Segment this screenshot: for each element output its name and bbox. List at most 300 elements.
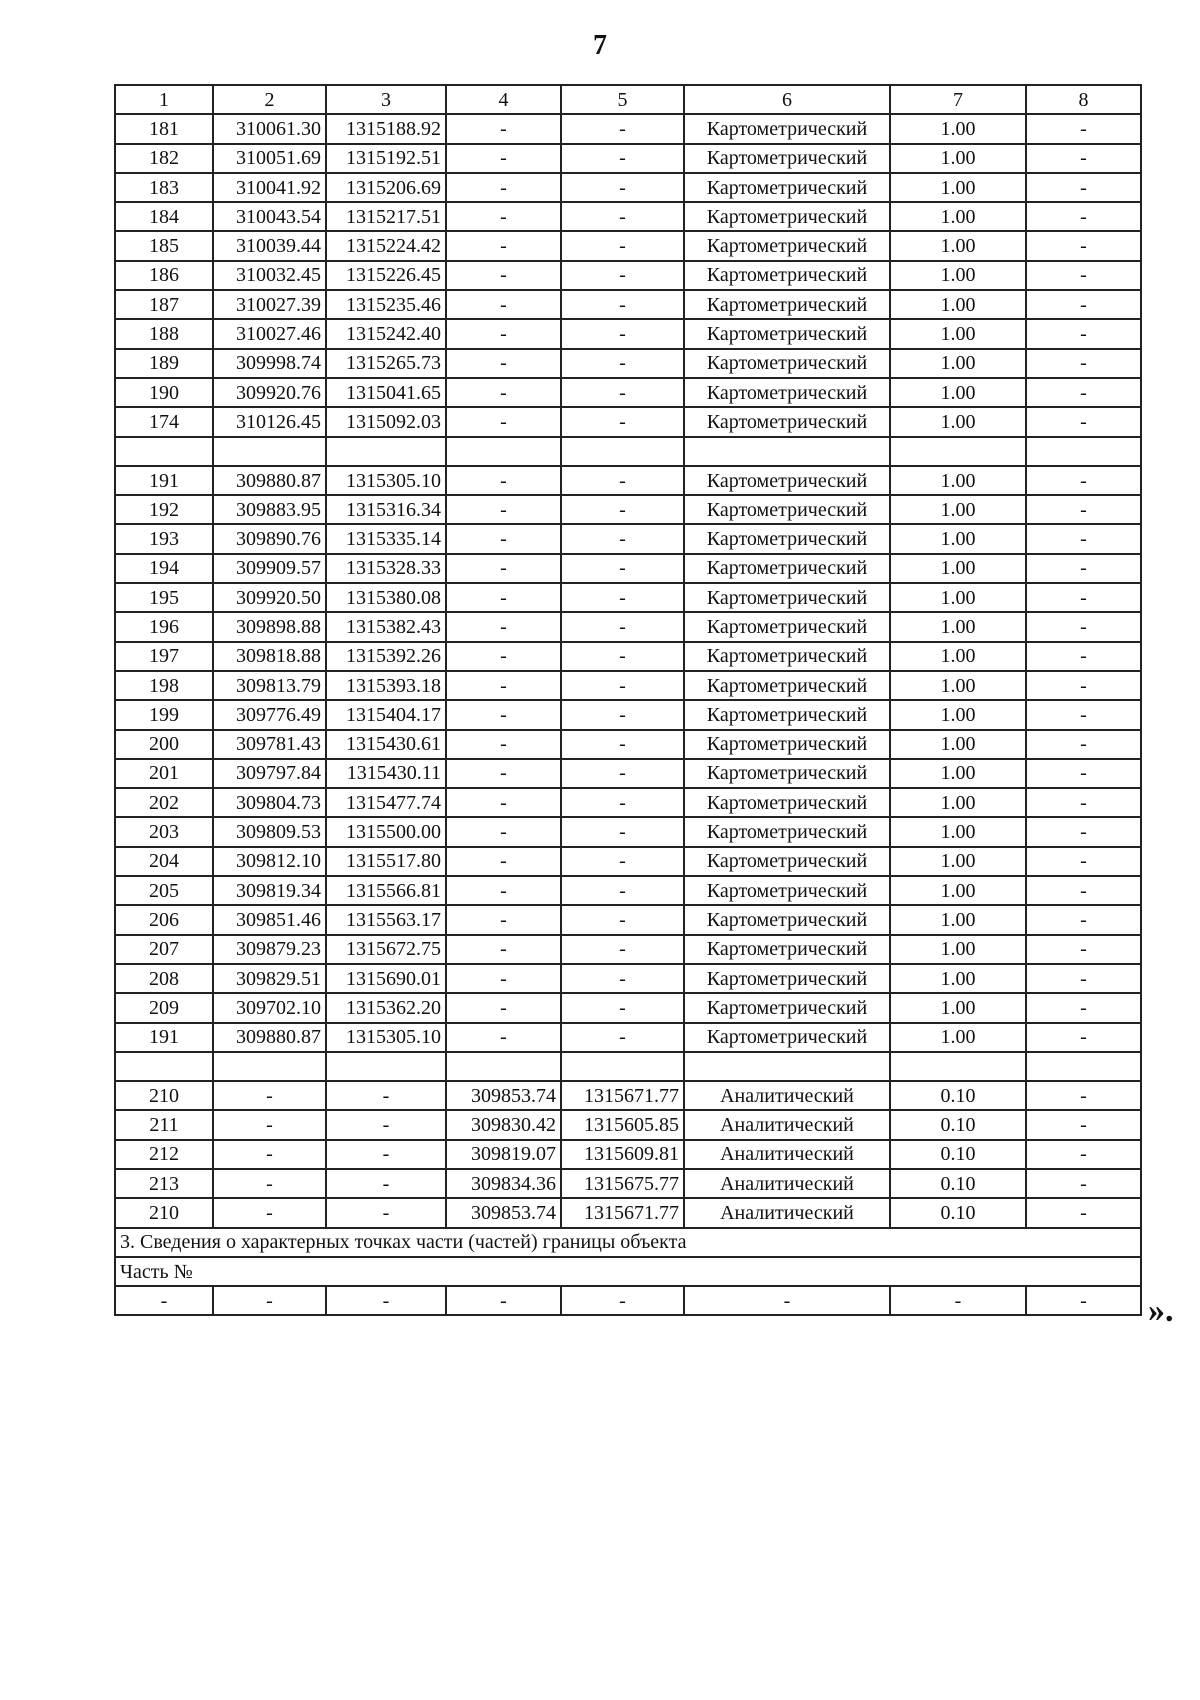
- table-cell: -: [213, 1140, 326, 1169]
- table-cell: 193: [115, 524, 213, 553]
- table-cell: 310039.44: [213, 231, 326, 260]
- table-cell: -: [561, 114, 684, 143]
- table-cell: -: [1026, 495, 1141, 524]
- table-cell: -: [446, 1286, 561, 1315]
- table-row: [115, 144, 1141, 173]
- table-cell: 1315235.46: [326, 290, 446, 319]
- table-cell: -: [213, 1169, 326, 1198]
- table-cell: 310061.30: [213, 114, 326, 143]
- table-cell: -: [1026, 612, 1141, 641]
- table-cell: -: [326, 1081, 446, 1110]
- table-cell: [115, 437, 213, 466]
- table-row: [115, 1169, 1141, 1198]
- table-cell: 1315335.14: [326, 524, 446, 553]
- column-number-cell: 5: [561, 85, 684, 114]
- table-row: [115, 788, 1141, 817]
- table-cell: 211: [115, 1110, 213, 1139]
- table-cell: -: [446, 524, 561, 553]
- table-cell: -: [446, 261, 561, 290]
- table-cell: 1.00: [890, 642, 1026, 671]
- table-cell: 212: [115, 1140, 213, 1169]
- table-cell: -: [1026, 876, 1141, 905]
- table-cell: [684, 1052, 890, 1081]
- table-cell: -: [1026, 202, 1141, 231]
- table-cell: -: [446, 407, 561, 436]
- table-cell: [326, 437, 446, 466]
- table-cell: Картометрический: [684, 817, 890, 846]
- table-cell: -: [561, 495, 684, 524]
- table-row: [115, 349, 1141, 378]
- table-cell: 309898.88: [213, 612, 326, 641]
- table-cell: -: [1026, 554, 1141, 583]
- table-row: [115, 1023, 1141, 1052]
- table-cell: -: [446, 759, 561, 788]
- table-cell: 1.00: [890, 144, 1026, 173]
- table-cell: 1.00: [890, 349, 1026, 378]
- table-cell: Картометрический: [684, 700, 890, 729]
- table-cell: -: [561, 993, 684, 1022]
- table-row: [115, 993, 1141, 1022]
- table-cell: 1315305.10: [326, 466, 446, 495]
- table-cell: 1315265.73: [326, 349, 446, 378]
- table-cell: -: [1026, 319, 1141, 348]
- table-cell: -: [561, 349, 684, 378]
- table-cell: -: [561, 905, 684, 934]
- table-cell: 1.00: [890, 1023, 1026, 1052]
- table-cell: 1.00: [890, 202, 1026, 231]
- table-cell: Картометрический: [684, 290, 890, 319]
- table-cell: 191: [115, 1023, 213, 1052]
- table-cell: -: [446, 144, 561, 173]
- table-cell: 1.00: [890, 524, 1026, 553]
- table-cell: Картометрический: [684, 642, 890, 671]
- table-cell: -: [446, 378, 561, 407]
- table-row: [115, 1110, 1141, 1139]
- part-label: Часть №: [115, 1257, 1141, 1286]
- table-cell: 1.00: [890, 847, 1026, 876]
- table-cell: Картометрический: [684, 905, 890, 934]
- table-cell: -: [446, 642, 561, 671]
- table-cell: 210: [115, 1198, 213, 1227]
- table-cell: -: [1026, 964, 1141, 993]
- table-cell: -: [561, 524, 684, 553]
- table-cell: 1315671.77: [561, 1081, 684, 1110]
- table-cell: 0.10: [890, 1198, 1026, 1227]
- table-cell: 192: [115, 495, 213, 524]
- table-cell: -: [1026, 1081, 1141, 1110]
- table-cell: [213, 1052, 326, 1081]
- table-cell: 1315224.42: [326, 231, 446, 260]
- table-cell: 1.00: [890, 466, 1026, 495]
- column-number-cell: 7: [890, 85, 1026, 114]
- table-cell: -: [561, 466, 684, 495]
- table-cell: 1315362.20: [326, 993, 446, 1022]
- table-cell: -: [1026, 466, 1141, 495]
- table-cell: -: [1026, 1286, 1141, 1315]
- column-number-cell: 1: [115, 85, 213, 114]
- section-title: 3. Сведения о характерных точках части (частей) границы объекта: [115, 1228, 1141, 1257]
- table-cell: -: [1026, 173, 1141, 202]
- table-cell: -: [561, 261, 684, 290]
- table-cell: [890, 1052, 1026, 1081]
- table-cell: -: [561, 964, 684, 993]
- table-cell: 309813.79: [213, 671, 326, 700]
- table-cell: -: [561, 144, 684, 173]
- table-cell: 1.00: [890, 290, 1026, 319]
- table-cell: 309920.76: [213, 378, 326, 407]
- table-row: [115, 378, 1141, 407]
- table-cell: 195: [115, 583, 213, 612]
- table-cell: -: [561, 817, 684, 846]
- table-cell: 209: [115, 993, 213, 1022]
- table-cell: 1315188.92: [326, 114, 446, 143]
- table-cell: Картометрический: [684, 964, 890, 993]
- table-row: [115, 612, 1141, 641]
- table-cell: Картометрический: [684, 173, 890, 202]
- table-cell: -: [326, 1286, 446, 1315]
- table-cell: Картометрический: [684, 114, 890, 143]
- table-cell: 309819.07: [446, 1140, 561, 1169]
- table-cell: -: [213, 1198, 326, 1227]
- table-cell: 1315566.81: [326, 876, 446, 905]
- table-cell: Картометрический: [684, 202, 890, 231]
- table-cell: Картометрический: [684, 349, 890, 378]
- table-cell: -: [446, 993, 561, 1022]
- table-cell: -: [1026, 671, 1141, 700]
- table-cell: -: [1026, 114, 1141, 143]
- table-cell: -: [1026, 261, 1141, 290]
- table-cell: 309851.46: [213, 905, 326, 934]
- table-row: [115, 671, 1141, 700]
- table-cell: Картометрический: [684, 612, 890, 641]
- table-cell: 309880.87: [213, 1023, 326, 1052]
- boundary-points-table: [114, 84, 1142, 1316]
- table-cell: -: [446, 319, 561, 348]
- table-cell: Картометрический: [684, 231, 890, 260]
- table-cell: -: [446, 935, 561, 964]
- table-cell: 1.00: [890, 993, 1026, 1022]
- table-cell: 198: [115, 671, 213, 700]
- table-cell: 197: [115, 642, 213, 671]
- table-cell: -: [561, 847, 684, 876]
- table-cell: 309883.95: [213, 495, 326, 524]
- table-cell: 0.10: [890, 1110, 1026, 1139]
- table-row: [115, 1052, 1141, 1081]
- table-cell: 202: [115, 788, 213, 817]
- table-cell: Картометрический: [684, 730, 890, 759]
- table-cell: 1315404.17: [326, 700, 446, 729]
- table-cell: 1315393.18: [326, 671, 446, 700]
- table-cell: -: [1026, 700, 1141, 729]
- table-cell: Картометрический: [684, 466, 890, 495]
- table-cell: 201: [115, 759, 213, 788]
- table-cell: 0.10: [890, 1169, 1026, 1198]
- table-cell: -: [1026, 1140, 1141, 1169]
- table-cell: -: [326, 1110, 446, 1139]
- table-cell: 1315430.61: [326, 730, 446, 759]
- table-cell: 310043.54: [213, 202, 326, 231]
- table-row: [115, 700, 1141, 729]
- column-number-cell: 6: [684, 85, 890, 114]
- table-cell: 309879.23: [213, 935, 326, 964]
- table-cell: 310126.45: [213, 407, 326, 436]
- table-cell: Картометрический: [684, 788, 890, 817]
- table-cell: 1315500.00: [326, 817, 446, 846]
- table-row: [115, 466, 1141, 495]
- table-cell: 1.00: [890, 231, 1026, 260]
- table-row: [115, 1081, 1141, 1110]
- part-label-row: [115, 1257, 1141, 1286]
- table-cell: -: [561, 759, 684, 788]
- table-row: [115, 495, 1141, 524]
- table-cell: -: [213, 1286, 326, 1315]
- table-cell: 183: [115, 173, 213, 202]
- table-cell: -: [1026, 583, 1141, 612]
- table-cell: Аналитический: [684, 1110, 890, 1139]
- table-cell: 309890.76: [213, 524, 326, 553]
- closing-quote-mark: ».: [1148, 1292, 1174, 1329]
- table-cell: 309819.34: [213, 876, 326, 905]
- table-row: [115, 964, 1141, 993]
- table-cell: 1.00: [890, 759, 1026, 788]
- part-points-row: [115, 1286, 1141, 1315]
- table-cell: 1.00: [890, 817, 1026, 846]
- table-cell: 199: [115, 700, 213, 729]
- table-cell: 206: [115, 905, 213, 934]
- table-cell: Аналитический: [684, 1198, 890, 1227]
- table-cell: 1315609.81: [561, 1140, 684, 1169]
- table-cell: 309909.57: [213, 554, 326, 583]
- table-cell: -: [446, 583, 561, 612]
- table-cell: 1315563.17: [326, 905, 446, 934]
- table-cell: [1026, 437, 1141, 466]
- column-number-cell: 8: [1026, 85, 1141, 114]
- table-cell: 309809.53: [213, 817, 326, 846]
- table-cell: 1.00: [890, 378, 1026, 407]
- column-number-cell: 4: [446, 85, 561, 114]
- table-cell: -: [115, 1286, 213, 1315]
- table-cell: -: [1026, 378, 1141, 407]
- table-cell: -: [561, 173, 684, 202]
- table-cell: 1.00: [890, 173, 1026, 202]
- table-cell: 181: [115, 114, 213, 143]
- table-cell: 1315226.45: [326, 261, 446, 290]
- table-cell: 1315675.77: [561, 1169, 684, 1198]
- table-cell: -: [446, 612, 561, 641]
- table-cell: 213: [115, 1169, 213, 1198]
- table-cell: -: [326, 1140, 446, 1169]
- table-cell: -: [561, 583, 684, 612]
- table-row: [115, 524, 1141, 553]
- table-cell: -: [561, 730, 684, 759]
- table-cell: 1.00: [890, 964, 1026, 993]
- table-cell: 309804.73: [213, 788, 326, 817]
- table-cell: -: [446, 231, 561, 260]
- table-cell: 188: [115, 319, 213, 348]
- table-cell: 309998.74: [213, 349, 326, 378]
- table-cell: -: [561, 700, 684, 729]
- table-cell: -: [561, 876, 684, 905]
- table-cell: -: [1026, 905, 1141, 934]
- table-cell: 186: [115, 261, 213, 290]
- table-cell: 309812.10: [213, 847, 326, 876]
- table-cell: -: [326, 1169, 446, 1198]
- table-cell: -: [561, 407, 684, 436]
- table-cell: 310027.46: [213, 319, 326, 348]
- page-number: 7: [593, 30, 607, 61]
- table-cell: -: [561, 202, 684, 231]
- table-row: [115, 437, 1141, 466]
- table-cell: 207: [115, 935, 213, 964]
- table-cell: 200: [115, 730, 213, 759]
- table-cell: 1.00: [890, 495, 1026, 524]
- table-cell: -: [446, 466, 561, 495]
- table-cell: 1315382.43: [326, 612, 446, 641]
- table-cell: -: [446, 495, 561, 524]
- table-row: [115, 935, 1141, 964]
- table-cell: [1026, 1052, 1141, 1081]
- table-cell: 309776.49: [213, 700, 326, 729]
- column-number-cell: 2: [213, 85, 326, 114]
- table-cell: 187: [115, 290, 213, 319]
- table-cell: -: [561, 935, 684, 964]
- table-cell: [115, 1052, 213, 1081]
- table-cell: -: [446, 817, 561, 846]
- table-cell: -: [1026, 524, 1141, 553]
- table-cell: 1.00: [890, 554, 1026, 583]
- table-cell: [684, 437, 890, 466]
- table-cell: -: [1026, 144, 1141, 173]
- table-cell: -: [561, 788, 684, 817]
- table-cell: 1315328.33: [326, 554, 446, 583]
- table-row: [115, 1140, 1141, 1169]
- table-cell: -: [684, 1286, 890, 1315]
- table-cell: -: [1026, 1198, 1141, 1227]
- table-cell: Аналитический: [684, 1081, 890, 1110]
- table-row: [115, 817, 1141, 846]
- table-row: [115, 554, 1141, 583]
- table-cell: 185: [115, 231, 213, 260]
- table-cell: 309853.74: [446, 1081, 561, 1110]
- table-cell: [446, 1052, 561, 1081]
- table-cell: Картометрический: [684, 524, 890, 553]
- table-cell: -: [1026, 993, 1141, 1022]
- table-cell: -: [1026, 642, 1141, 671]
- table-cell: 1315217.51: [326, 202, 446, 231]
- table-cell: 0.10: [890, 1140, 1026, 1169]
- table-cell: -: [561, 1023, 684, 1052]
- table-cell: 1315517.80: [326, 847, 446, 876]
- table-cell: 1.00: [890, 730, 1026, 759]
- table-cell: -: [446, 202, 561, 231]
- table-cell: -: [561, 319, 684, 348]
- table-cell: 309880.87: [213, 466, 326, 495]
- table-cell: 1315690.01: [326, 964, 446, 993]
- table-cell: 310027.39: [213, 290, 326, 319]
- table-cell: -: [326, 1198, 446, 1227]
- table-cell: 1315242.40: [326, 319, 446, 348]
- table-cell: -: [446, 554, 561, 583]
- table-cell: 1315380.08: [326, 583, 446, 612]
- section-title-row: [115, 1228, 1141, 1257]
- table-cell: -: [1026, 759, 1141, 788]
- table-cell: -: [1026, 935, 1141, 964]
- table-row: [115, 173, 1141, 202]
- table-cell: 309781.43: [213, 730, 326, 759]
- table-cell: 1315392.26: [326, 642, 446, 671]
- table-cell: -: [1026, 349, 1141, 378]
- table-cell: -: [561, 1286, 684, 1315]
- table-cell: 309829.51: [213, 964, 326, 993]
- table-cell: 1315316.34: [326, 495, 446, 524]
- table-cell: -: [446, 173, 561, 202]
- table-cell: -: [1026, 1169, 1141, 1198]
- table-cell: Картометрический: [684, 876, 890, 905]
- table-cell: -: [446, 847, 561, 876]
- table-cell: Картометрический: [684, 759, 890, 788]
- table-cell: -: [446, 114, 561, 143]
- table-cell: -: [1026, 817, 1141, 846]
- table-cell: 1.00: [890, 114, 1026, 143]
- table-cell: [561, 1052, 684, 1081]
- table-row: [115, 583, 1141, 612]
- table-cell: 210: [115, 1081, 213, 1110]
- table-cell: 309853.74: [446, 1198, 561, 1227]
- table-row: [115, 1198, 1141, 1227]
- table-cell: -: [561, 231, 684, 260]
- table-cell: 1.00: [890, 583, 1026, 612]
- table-row: [115, 290, 1141, 319]
- table-cell: 0.10: [890, 1081, 1026, 1110]
- table-cell: -: [446, 730, 561, 759]
- table-cell: 194: [115, 554, 213, 583]
- table-row: [115, 847, 1141, 876]
- table-cell: [326, 1052, 446, 1081]
- table-cell: 1315605.85: [561, 1110, 684, 1139]
- table-cell: 1.00: [890, 261, 1026, 290]
- table-cell: -: [446, 671, 561, 700]
- table-cell: 1315477.74: [326, 788, 446, 817]
- table-cell: -: [1026, 788, 1141, 817]
- table-cell: 1315672.75: [326, 935, 446, 964]
- table-cell: Картометрический: [684, 554, 890, 583]
- table-cell: -: [1026, 730, 1141, 759]
- table-cell: 208: [115, 964, 213, 993]
- table-row: [115, 730, 1141, 759]
- table-cell: Картометрический: [684, 583, 890, 612]
- table-cell: -: [561, 554, 684, 583]
- column-number-row: [115, 85, 1141, 114]
- table-cell: -: [446, 964, 561, 993]
- table-cell: -: [1026, 1110, 1141, 1139]
- table-cell: -: [890, 1286, 1026, 1315]
- table-row: [115, 231, 1141, 260]
- table-cell: 310032.45: [213, 261, 326, 290]
- table-cell: Картометрический: [684, 495, 890, 524]
- table-cell: 196: [115, 612, 213, 641]
- table-cell: 182: [115, 144, 213, 173]
- table-cell: 1.00: [890, 612, 1026, 641]
- table-cell: 1315092.03: [326, 407, 446, 436]
- table-cell: [890, 437, 1026, 466]
- table-row: [115, 876, 1141, 905]
- table-cell: 204: [115, 847, 213, 876]
- table-cell: 1315206.69: [326, 173, 446, 202]
- table-cell: [446, 437, 561, 466]
- table-row: [115, 202, 1141, 231]
- table-cell: -: [561, 290, 684, 319]
- table-cell: 310051.69: [213, 144, 326, 173]
